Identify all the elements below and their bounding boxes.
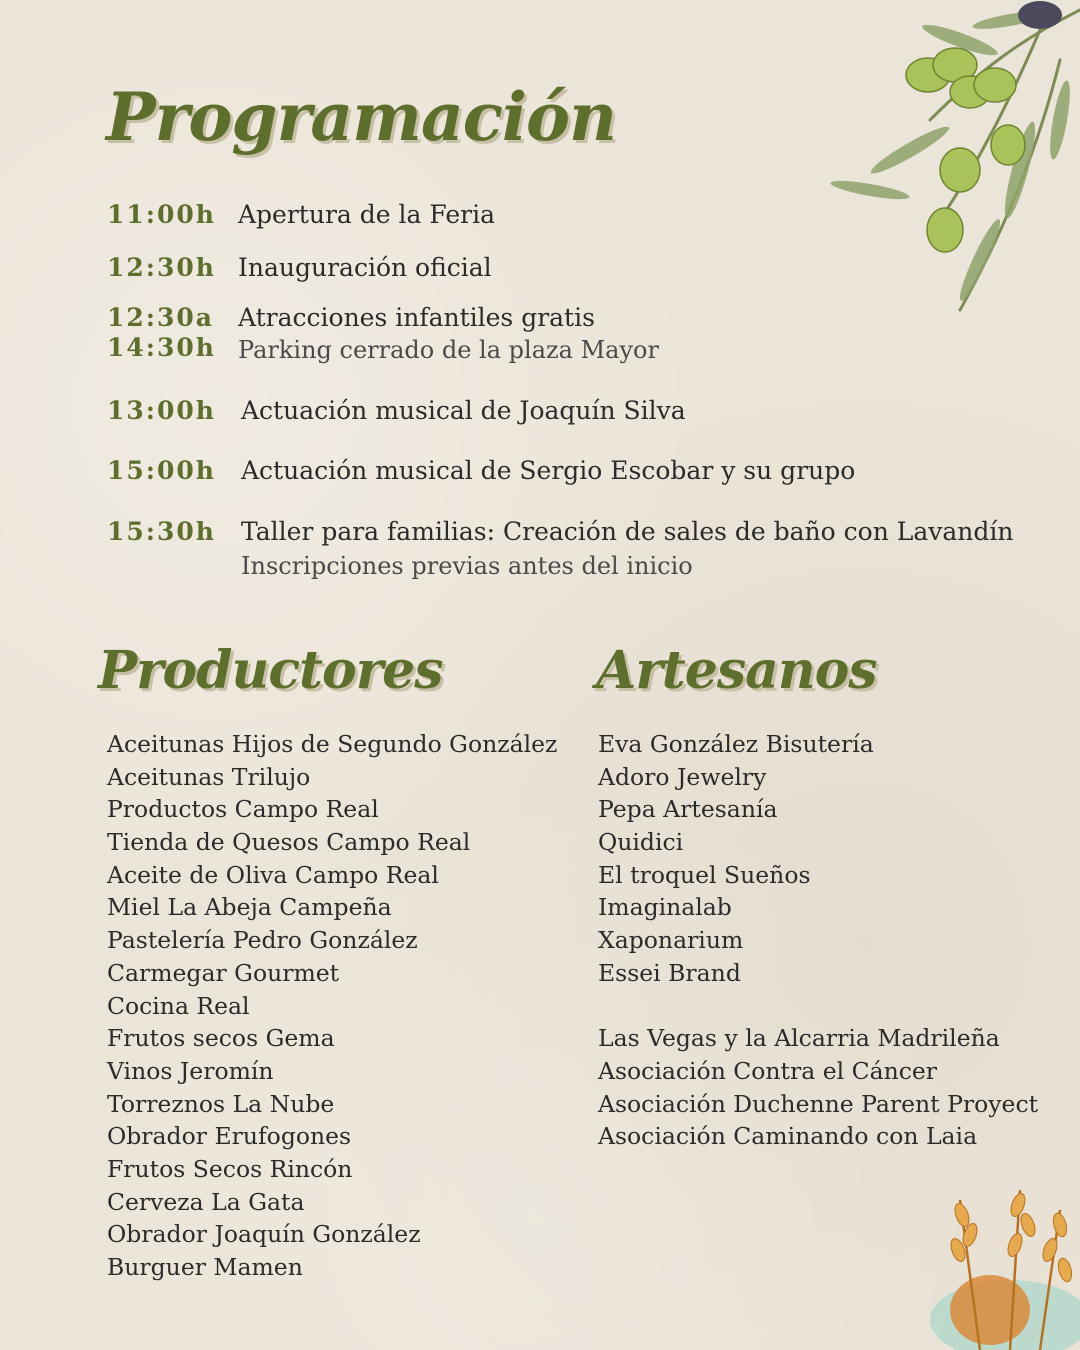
olive-branch-illustration — [810, 0, 1080, 330]
list-item: Obrador Joaquín González — [107, 1220, 421, 1249]
schedule-time: 11:00h — [107, 200, 216, 229]
association-item: Las Vegas y la Alcarria Madrileña — [598, 1024, 1000, 1053]
schedule-time: 15:00h — [107, 456, 216, 485]
schedule-time-end: 14:30h — [107, 333, 216, 362]
schedule-time: 12:30a — [107, 303, 215, 332]
list-item: El troquel Sueños — [598, 860, 811, 889]
list-item: Pastelería Pedro González — [107, 926, 418, 955]
association-item: Asociación Duchenne Parent Proyect — [598, 1089, 1039, 1118]
list-item: Frutos Secos Rincón — [107, 1154, 353, 1183]
schedule-time: 15:30h — [107, 517, 216, 546]
schedule-description: Actuación musical de Joaquín Silva — [241, 396, 686, 425]
list-spacer — [598, 990, 1038, 1023]
schedule-description: Apertura de la Feria — [238, 200, 495, 229]
schedule-description: Actuación musical de Sergio Escobar y su grupo — [241, 456, 856, 485]
section-title-productores: Productores — [98, 640, 443, 701]
list-item: Imaginalab — [598, 893, 732, 922]
list-item: Cerveza La Gata — [107, 1187, 305, 1216]
list-item: Miel La Abeja Campeña — [107, 893, 392, 922]
association-item: Asociación Caminando con Laia — [598, 1122, 978, 1151]
wheat-illustration — [920, 1160, 1080, 1350]
schedule-time: 12:30h — [107, 253, 216, 282]
list-item: Pepa Artesanía — [598, 795, 778, 824]
schedule-note: Inscripciones previas antes del inicio — [241, 552, 693, 580]
schedule-description: Inauguración oficial — [238, 253, 492, 282]
list-item: Aceitunas Trilujo — [107, 762, 311, 791]
list-item: Productos Campo Real — [107, 795, 379, 824]
list-item: Quidici — [598, 828, 684, 857]
schedule-time: 13:00h — [107, 396, 216, 425]
list-item: Aceitunas Hijos de Segundo González — [107, 730, 558, 758]
section-title-artesanos: Artesanos — [596, 640, 877, 701]
list-item: Obrador Erufogones — [107, 1122, 352, 1151]
schedule-description: Taller para familias: Creación de sales de baño con Lavandín — [241, 517, 1014, 546]
list-item: Burguer Mamen — [107, 1253, 303, 1281]
page-title: Programación — [106, 78, 616, 156]
list-item: Xaponarium — [598, 926, 744, 955]
list-item: Eva González Bisutería — [598, 730, 874, 758]
list-item: Torreznos La Nube — [107, 1089, 335, 1118]
association-item: Asociación Contra el Cáncer — [598, 1056, 938, 1085]
list-item: Tienda de Quesos Campo Real — [107, 828, 471, 857]
list-item: Carmegar Gourmet — [107, 958, 340, 987]
productores-list — [107, 728, 557, 1284]
schedule-note: Parking cerrado de la plaza Mayor — [238, 336, 659, 364]
list-item: Adoro Jewelry — [598, 762, 767, 791]
schedule-description: Atracciones infantiles gratis — [238, 303, 595, 332]
list-item: Essei Brand — [598, 958, 741, 987]
list-item: Cocina Real — [107, 991, 250, 1020]
list-item: Vinos Jeromín — [107, 1056, 274, 1085]
artesanos-list — [598, 728, 1038, 1153]
list-item: Aceite de Oliva Campo Real — [107, 860, 439, 889]
list-item: Frutos secos Gema — [107, 1024, 335, 1053]
